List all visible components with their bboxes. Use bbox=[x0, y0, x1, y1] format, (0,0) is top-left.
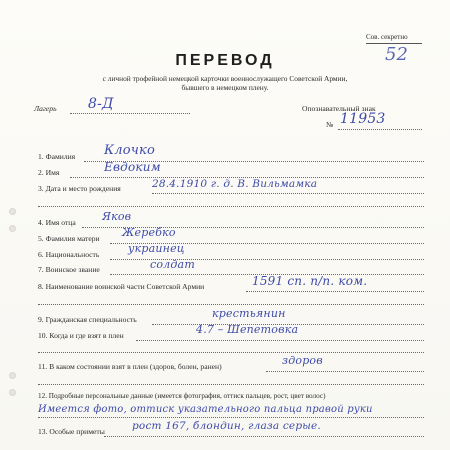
field-label-capture: 10. Когда и где взят в плен bbox=[38, 331, 124, 340]
field-label-rank: 7. Воинское звание bbox=[38, 265, 100, 274]
field-label-profession: 9. Гражданская специальность bbox=[38, 315, 137, 324]
field-label-mother: 5. Фамилия матери bbox=[38, 234, 100, 243]
field-line-marks bbox=[104, 436, 424, 437]
field-value-rank: солдат bbox=[150, 258, 195, 271]
archive-number: 52 bbox=[385, 44, 408, 65]
id-number-prefix: № bbox=[326, 120, 334, 129]
subtitle-line-1: с личной трофейной немецкой карточки военнослужащего Советской Армии, bbox=[102, 74, 348, 83]
field-value-marks: рост 167, блондин, глаза серые. bbox=[132, 420, 321, 432]
field-line-personal bbox=[38, 417, 424, 418]
field-value-name: Евдоким bbox=[104, 160, 161, 174]
field-line-unit-cont bbox=[38, 304, 424, 305]
secret-label: Сов. секретно bbox=[366, 33, 408, 41]
camp-value: 8-Д bbox=[88, 96, 114, 112]
id-mark-label: Опознавательный знак bbox=[302, 104, 376, 113]
document-title: ПЕРЕВОД bbox=[175, 52, 275, 69]
field-label-surname: 1. Фамилия bbox=[38, 152, 76, 161]
field-value-birth: 28.4.1910 г. д. В. Вильмамка bbox=[152, 178, 318, 190]
id-number-line bbox=[338, 129, 422, 130]
field-line-capture bbox=[136, 340, 424, 341]
field-label-name: 2. Имя bbox=[38, 168, 60, 177]
id-number-value: 11953 bbox=[340, 111, 386, 127]
field-line-condition bbox=[266, 371, 424, 372]
field-line-birth bbox=[152, 193, 424, 194]
field-label-unit: 8. Наименование воинской части Советской Армии bbox=[38, 282, 205, 291]
field-label-condition: 11. В каком состоянии взят в плен (здоров, болен, ранен) bbox=[38, 362, 222, 371]
field-value-condition: здоров bbox=[282, 354, 323, 367]
field-line-condition-cont bbox=[38, 384, 424, 385]
field-value-surname: Клочко bbox=[104, 143, 156, 158]
field-value-nationality: украинец bbox=[128, 242, 185, 255]
field-line-capture-cont bbox=[38, 352, 424, 353]
camp-line bbox=[70, 113, 190, 114]
camp-label: Лагерь bbox=[34, 104, 57, 113]
subtitle-line-2: бывшего в немецком плену. bbox=[181, 83, 269, 92]
field-value-personal: Имеется фото, оттиск указательного пальца правой руки bbox=[38, 404, 373, 415]
field-value-unit: 1591 сп. п/п. ком. bbox=[252, 274, 368, 288]
field-label-personal: 12. Подробные персональные данные (имеется фотография, оттиск пальцев, рост, цвет волос) bbox=[38, 392, 326, 400]
field-label-marks: 13. Особые приметы bbox=[38, 427, 105, 436]
field-value-father: Яков bbox=[102, 210, 132, 223]
field-value-profession: крестьянин bbox=[212, 307, 286, 320]
field-value-mother: Жеребко bbox=[122, 226, 176, 239]
field-label-nationality: 6. Национальность bbox=[38, 250, 100, 259]
field-label-birth: 3. Дата и место рождения bbox=[38, 184, 121, 193]
field-value-capture: 4.7 – Шепетовка bbox=[196, 323, 299, 336]
field-line-unit bbox=[246, 291, 424, 292]
field-label-father: 4. Имя отца bbox=[38, 218, 76, 227]
field-line-birth-cont bbox=[38, 206, 424, 207]
